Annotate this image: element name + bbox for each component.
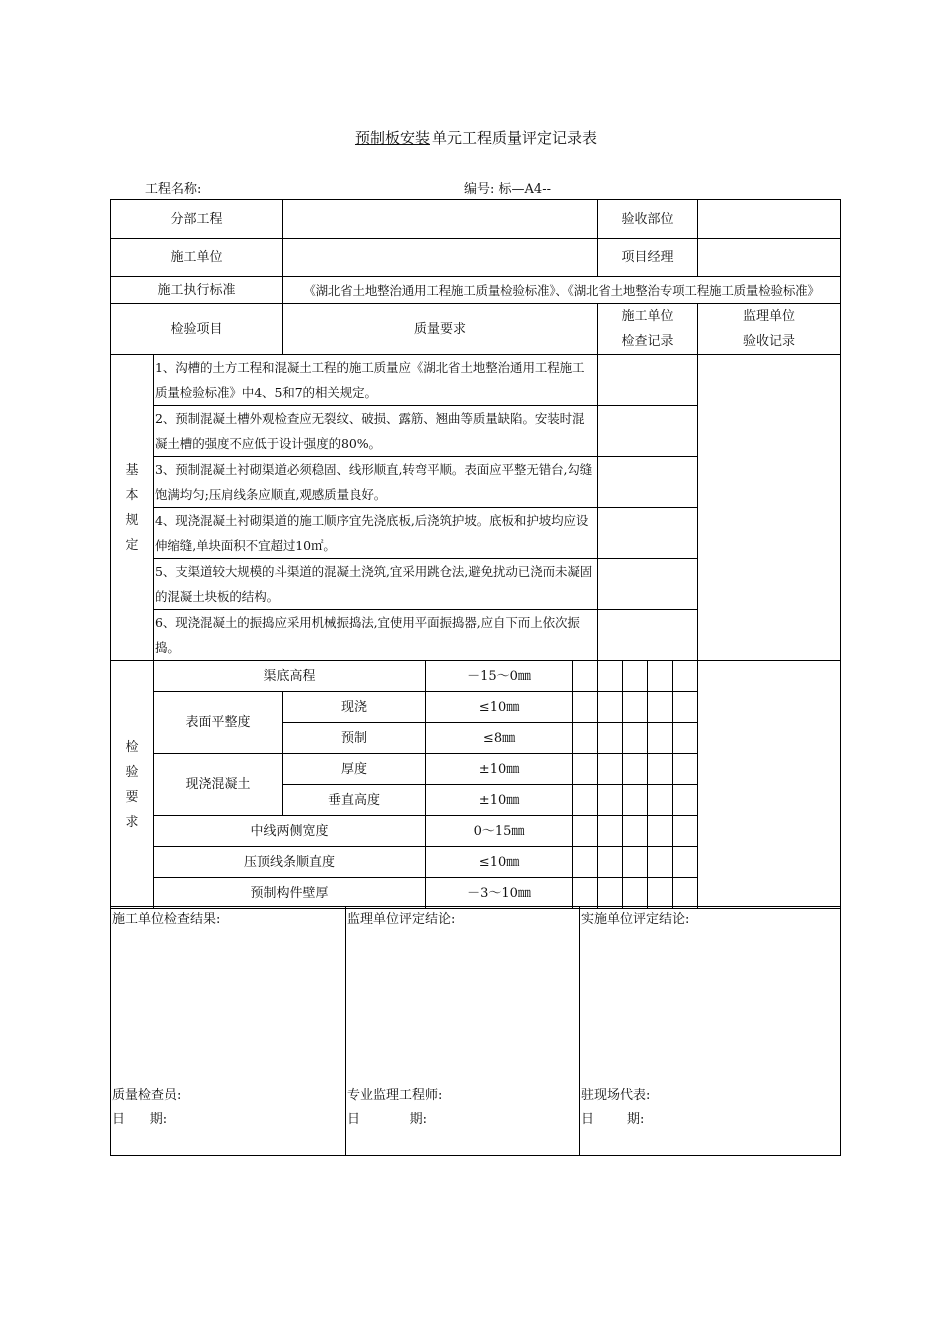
acceptance-part-value[interactable] <box>698 200 841 239</box>
construction-unit-value[interactable] <box>283 239 598 277</box>
quality-req-header: 质量要求 <box>283 304 598 355</box>
acceptance-part-label: 验收部位 <box>598 200 698 239</box>
title-underlined: 预制板安装 <box>354 129 430 147</box>
measure-cell[interactable] <box>598 692 623 723</box>
inspection-label-char: 求 <box>125 814 139 830</box>
measure-cell[interactable] <box>623 723 648 754</box>
sub-project-label: 分部工程 <box>111 200 283 239</box>
measure-cell[interactable] <box>573 816 598 847</box>
measure-cell[interactable] <box>623 754 648 785</box>
project-name-label: 工程名称: <box>145 182 202 197</box>
supervision-signoff[interactable] <box>346 907 580 1156</box>
measure-cell[interactable] <box>673 878 698 909</box>
construction-date: 日 期: <box>112 1112 168 1127</box>
canal-bottom-value: －15～0㎜ <box>426 661 573 692</box>
rule-check-cell[interactable] <box>598 355 698 406</box>
inspection-label-char: 验 <box>125 764 139 780</box>
measure-cell[interactable] <box>598 816 623 847</box>
check-record-header <box>598 304 698 355</box>
measure-cell[interactable] <box>573 754 598 785</box>
thickness-value: ±10㎜ <box>426 754 573 785</box>
cast-in-place-value: ≤10㎜ <box>426 692 573 723</box>
coping-line-value: ≤10㎜ <box>426 847 573 878</box>
measure-cell[interactable] <box>573 661 598 692</box>
rule-item-1: 1、沟槽的土方工程和混凝土工程的施工质量应《湖北省土地整治通用工程施工质量检验标准》中4、5和7的相关规定。 <box>154 355 598 406</box>
measure-cell[interactable] <box>598 723 623 754</box>
supervision-title: 监理单位评定结论: <box>347 912 456 927</box>
title-rest: 单元工程质量评定记录表 <box>432 129 598 147</box>
measure-cell[interactable] <box>623 785 648 816</box>
rule-item-2: 2、预制混凝土槽外观检查应无裂纹、破损、露筋、翘曲等质量缺陷。安装时混凝土槽的强度不应低于设计强度的80%。 <box>154 406 598 457</box>
inspection-accept-cell[interactable] <box>698 661 841 909</box>
rule-item-6: 6、现浇混凝土的振捣应采用机械振捣法,宜使用平面振捣器,应自下而上依次振捣。 <box>154 610 598 661</box>
check-record-line1: 施工单位 <box>621 309 674 324</box>
rule-item-5: 5、支渠道较大规模的斗渠道的混凝土浇筑,宜采用跳仓法,避免扰动已浇而未凝固的混凝土块板的结构。 <box>154 559 598 610</box>
measure-cell[interactable] <box>648 723 673 754</box>
measure-cell[interactable] <box>673 692 698 723</box>
rule-accept-cell[interactable] <box>698 355 841 661</box>
supervision-who: 专业监理工程师: <box>347 1088 443 1103</box>
measure-cell[interactable] <box>598 785 623 816</box>
precast-name: 预制 <box>283 723 426 754</box>
measure-cell[interactable] <box>673 785 698 816</box>
rule-item-4: 4、现浇混凝土衬砌渠道的施工顺序宜先浇底板,后浇筑护坡。底板和护坡均应设伸缩缝,单块面积不宜超过10㎡。 <box>154 508 598 559</box>
construction-unit-label: 施工单位 <box>111 239 283 277</box>
standard-label: 施工执行标准 <box>111 277 283 304</box>
inspection-label-char: 要 <box>125 789 139 805</box>
construction-title: 施工单位检查结果: <box>112 912 221 927</box>
construction-who: 质量检查员: <box>112 1088 182 1103</box>
sub-project-value[interactable] <box>283 200 598 239</box>
accept-record-header <box>698 304 841 355</box>
signoff-table <box>110 906 841 1156</box>
code-value: 标—A4-- <box>498 182 551 197</box>
accept-record-line2: 验收记录 <box>743 334 796 349</box>
vertical-height-value: ±10㎜ <box>426 785 573 816</box>
measure-cell[interactable] <box>648 754 673 785</box>
measure-cell[interactable] <box>598 878 623 909</box>
measure-cell[interactable] <box>648 661 673 692</box>
measure-cell[interactable] <box>573 847 598 878</box>
measure-cell[interactable] <box>598 754 623 785</box>
measure-cell[interactable] <box>673 754 698 785</box>
rule-item-3: 3、预制混凝土衬砌渠道必须稳固、线形顺直,转弯平顺。表面应平整无错台,勾缝饱满均匀;压肩线条应顺直,观感质量良好。 <box>154 457 598 508</box>
measure-cell[interactable] <box>623 847 648 878</box>
basic-label-char: 基 <box>125 462 139 478</box>
check-record-line2: 检查记录 <box>621 334 674 349</box>
measure-cell[interactable] <box>598 847 623 878</box>
project-manager-value[interactable] <box>698 239 841 277</box>
measure-cell[interactable] <box>648 878 673 909</box>
measure-cell[interactable] <box>648 785 673 816</box>
measure-cell[interactable] <box>573 723 598 754</box>
measure-cell[interactable] <box>573 878 598 909</box>
page-title <box>0 127 950 148</box>
cast-in-place-name: 现浇 <box>283 692 426 723</box>
centerline-width-name: 中线两侧宽度 <box>154 816 426 847</box>
measure-cell[interactable] <box>623 692 648 723</box>
measure-cell[interactable] <box>673 847 698 878</box>
supervision-date: 日 期: <box>347 1112 427 1127</box>
basic-label-char: 规 <box>125 512 139 528</box>
measure-cell[interactable] <box>648 847 673 878</box>
quality-table <box>110 199 841 909</box>
canal-bottom-name: 渠底高程 <box>154 661 426 692</box>
rule-check-cell[interactable] <box>598 559 698 610</box>
precast-value: ≤8㎜ <box>426 723 573 754</box>
measure-cell[interactable] <box>673 723 698 754</box>
code-field <box>464 178 551 197</box>
measure-cell[interactable] <box>673 661 698 692</box>
inspection-label-char: 检 <box>125 739 139 755</box>
measure-cell[interactable] <box>598 661 623 692</box>
code-label: 编号: <box>464 182 495 197</box>
measure-cell[interactable] <box>623 878 648 909</box>
measure-cell[interactable] <box>648 816 673 847</box>
implementation-date: 日 期: <box>581 1112 645 1127</box>
basic-label-char: 定 <box>125 537 139 553</box>
rule-check-cell[interactable] <box>598 508 698 559</box>
centerline-width-value: 0～15㎜ <box>426 816 573 847</box>
measure-cell[interactable] <box>573 785 598 816</box>
accept-record-line1: 监理单位 <box>743 309 796 324</box>
inspection-label <box>111 661 154 909</box>
basic-rules-label <box>111 355 154 661</box>
measure-cell[interactable] <box>573 692 598 723</box>
basic-label-char: 本 <box>125 487 139 503</box>
precast-wall-value: －3～10㎜ <box>426 878 573 909</box>
coping-line-name: 压顶线条顺直度 <box>154 847 426 878</box>
rule-check-cell[interactable] <box>598 406 698 457</box>
measure-cell[interactable] <box>673 816 698 847</box>
measure-cell[interactable] <box>623 816 648 847</box>
inspection-item-header: 检验项目 <box>111 304 283 355</box>
thickness-name: 厚度 <box>283 754 426 785</box>
precast-wall-name: 预制构件壁厚 <box>154 878 426 909</box>
vertical-height-name: 垂直高度 <box>283 785 426 816</box>
implementation-title: 实施单位评定结论: <box>581 912 690 927</box>
surface-flatness-name: 表面平整度 <box>154 692 283 754</box>
implementation-signoff[interactable] <box>580 907 841 1156</box>
measure-cell[interactable] <box>623 661 648 692</box>
project-manager-label: 项目经理 <box>598 239 698 277</box>
cip-concrete-name: 现浇混凝土 <box>154 754 283 816</box>
implementation-who: 驻现场代表: <box>581 1088 651 1103</box>
construction-signoff[interactable] <box>111 907 346 1156</box>
standard-value: 《湖北省土地整治通用工程施工质量检验标准》、《湖北省土地整治专项工程施工质量检验标准》 <box>283 277 841 304</box>
rule-check-cell[interactable] <box>598 610 698 661</box>
measure-cell[interactable] <box>648 692 673 723</box>
rule-check-cell[interactable] <box>598 457 698 508</box>
